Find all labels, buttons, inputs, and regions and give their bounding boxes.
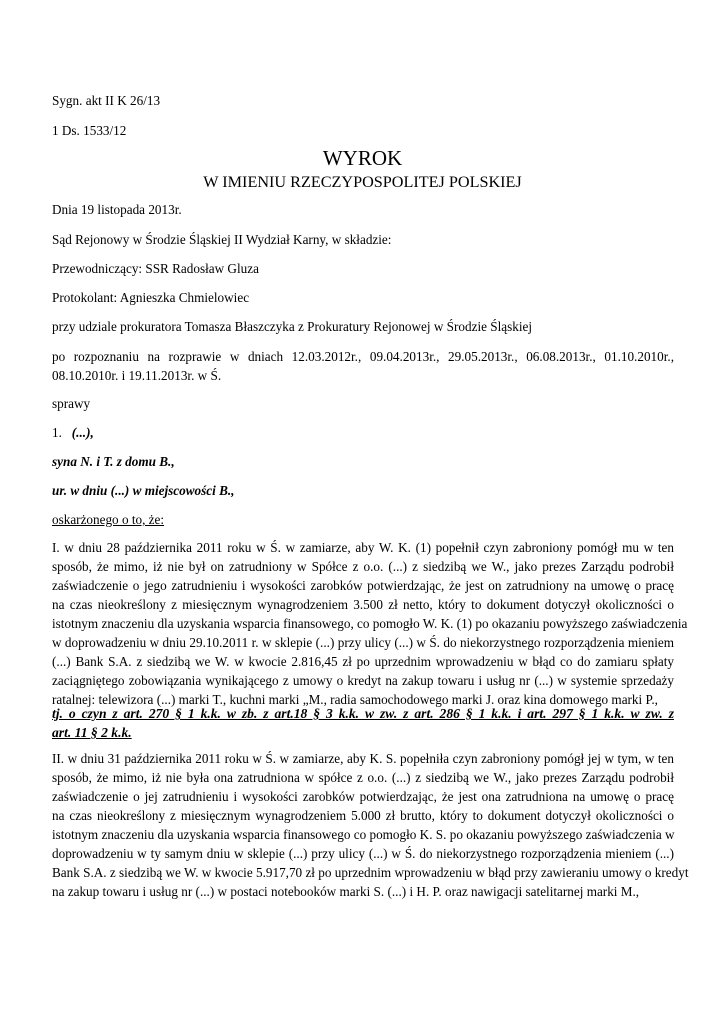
text-line: I. w dniu 28 października 2011 roku w Ś. w zamiarze, aby W. K. (1) popełnił czyn zabroniony pomógł mu w ten <box>52 540 674 555</box>
text-line: po rozpoznaniu na rozprawie w dniach 12.03.2012r., 09.04.2013r., 29.05.2013r., 06.08.2013r., 01.10.2010r., <box>52 349 674 364</box>
text-line: Bank S.A. z siedzibą we W. w kwocie 5.917,70 zł po uprzednim wprowadzeniu w błąd przy zawieraniu umowy o kredyt <box>52 865 689 880</box>
text-line: II. w dniu 31 października 2011 roku w Ś. w zamiarze, aby K. S. popełniła czyn zabroniony pomógł jej w tym, w ten <box>52 751 674 766</box>
prosecutor-line: przy udziale prokuratora Tomasza Błaszczyka z Prokuratury Rejonowej w Środzie Śląskiej <box>52 319 533 334</box>
text-line: (...) Bank S.A. z siedzibą we W. w kwocie 2.816,45 zł po uprzednim wprowadzeniu w błąd co do zamiaru spłaty <box>52 654 674 669</box>
court-composition: Sąd Rejonowy w Środzie Śląskiej II Wydział Karny, w składzie: <box>52 232 392 247</box>
accused-birth: ur. w dniu (...) w miejscowości B., <box>52 483 235 498</box>
text-line: istotnym znaczeniu dla uzyskania wsparcia finansowego co pomogło K. S. po okazaniu powyższego zaświadczenia w <box>52 827 675 842</box>
accused-number: 1. <box>52 425 62 440</box>
case-signature: Sygn. akt II K 26/13 <box>52 93 161 108</box>
presiding-judge: Przewodniczący: SSR Radosław Gluza <box>52 261 259 276</box>
hearing-dates-paragraph <box>52 347 674 385</box>
count-one-paragraph <box>52 538 688 709</box>
text-line: zaświadczenie o jego zatrudnieniu i wysokości zarobków potwierdzając, że jest on zatrudniony na umowę o pracę <box>52 578 674 593</box>
accused-parents: syna N. i T. z domu B., <box>52 454 175 469</box>
text-line: sposób, że mimo, iż nie był on zatrudniony w Spółce z o.o. (...) z siedzibą we W., jako prezes Zarządu podrobił <box>52 559 674 574</box>
document-subtitle: W IMIENIU RZECZYPOSPOLITEJ POLSKIEJ <box>203 173 522 191</box>
text-line: doprowadzeniu w ty samym dniu w sklepie (...) przy ulicy (...) w Ś. do niekorzystnego rozporządzenia mieniem (...) <box>52 846 674 861</box>
document-title: WYROK <box>322 146 403 170</box>
court-clerk: Protokolant: Agnieszka Chmielowiec <box>52 290 250 305</box>
accused-name: (...), <box>71 425 94 440</box>
text-line: w doprowadzeniu w dniu 29.10.2011 r. w sklepie (...) przy ulicy (...) w Ś. do niekorzystnego rozporządzenia mieniem <box>52 635 674 650</box>
text-line: na zakup towaru i usług nr (...) w postaci notebooków marki S. (...) i H. P. oraz nawigacji satelitarnej marki M., <box>52 884 640 899</box>
text-line: na czas nieokreślony z miesięcznym wynagrodzeniem 3.500 zł netto, który to dokument dotyczył okoliczności o <box>52 597 674 612</box>
case-word: sprawy <box>52 396 91 411</box>
legal-qualification-one <box>52 704 674 742</box>
text-line: na czas nieokreślony z miesięcznym wynagrodzeniem 5.000 zł brutto, który to dokument dotyczył okoliczności o <box>52 808 674 823</box>
text-line: istotnym znaczeniu dla uzyskania wsparcia finansowego, co pomogło W. K. (1) po okazaniu powyższego zaświadczenia <box>52 616 688 631</box>
accused-of-heading: oskarżonego o to, że: <box>52 512 165 527</box>
accused-entry <box>52 423 94 442</box>
text-line: art. 11 § 2 k.k. <box>52 725 132 740</box>
text-line: zaciągniętego zobowiązania wynikającego z umowy o kredyt na zakup towaru i usług nr (...) w systemie sprzedaży <box>52 673 674 688</box>
text-line: tj. o czyn z art. 270 § 1 k.k. w zb. z art.18 § 3 k.k. w zw. z art. 286 § 1 k.k. i art. 297 § 1 k.k. w zw. z <box>52 706 674 721</box>
text-line: ratalnej: telewizora (...) marki T., kuchni marki „M., radia samochodowego marki J. oraz kina domowego marki P., <box>52 692 658 707</box>
text-line: zaświadczenie o jej zatrudnieniu i wysokości zarobków potwierdzając, że jest ona zatrudniona na umowę o pracę <box>52 789 674 804</box>
prosecution-reference: 1 Ds. 1533/12 <box>52 123 127 138</box>
judgment-date: Dnia 19 listopada 2013r. <box>52 202 182 217</box>
text-line: sposób, że mimo, iż nie była ona zatrudniona w spółce z o.o. (...) z siedzibą we W., jako prezes Zarządu podrobił <box>52 770 674 785</box>
text-line: 08.10.2010r. i 19.11.2013r. w Ś. <box>52 368 222 383</box>
count-two-paragraph <box>52 749 689 901</box>
